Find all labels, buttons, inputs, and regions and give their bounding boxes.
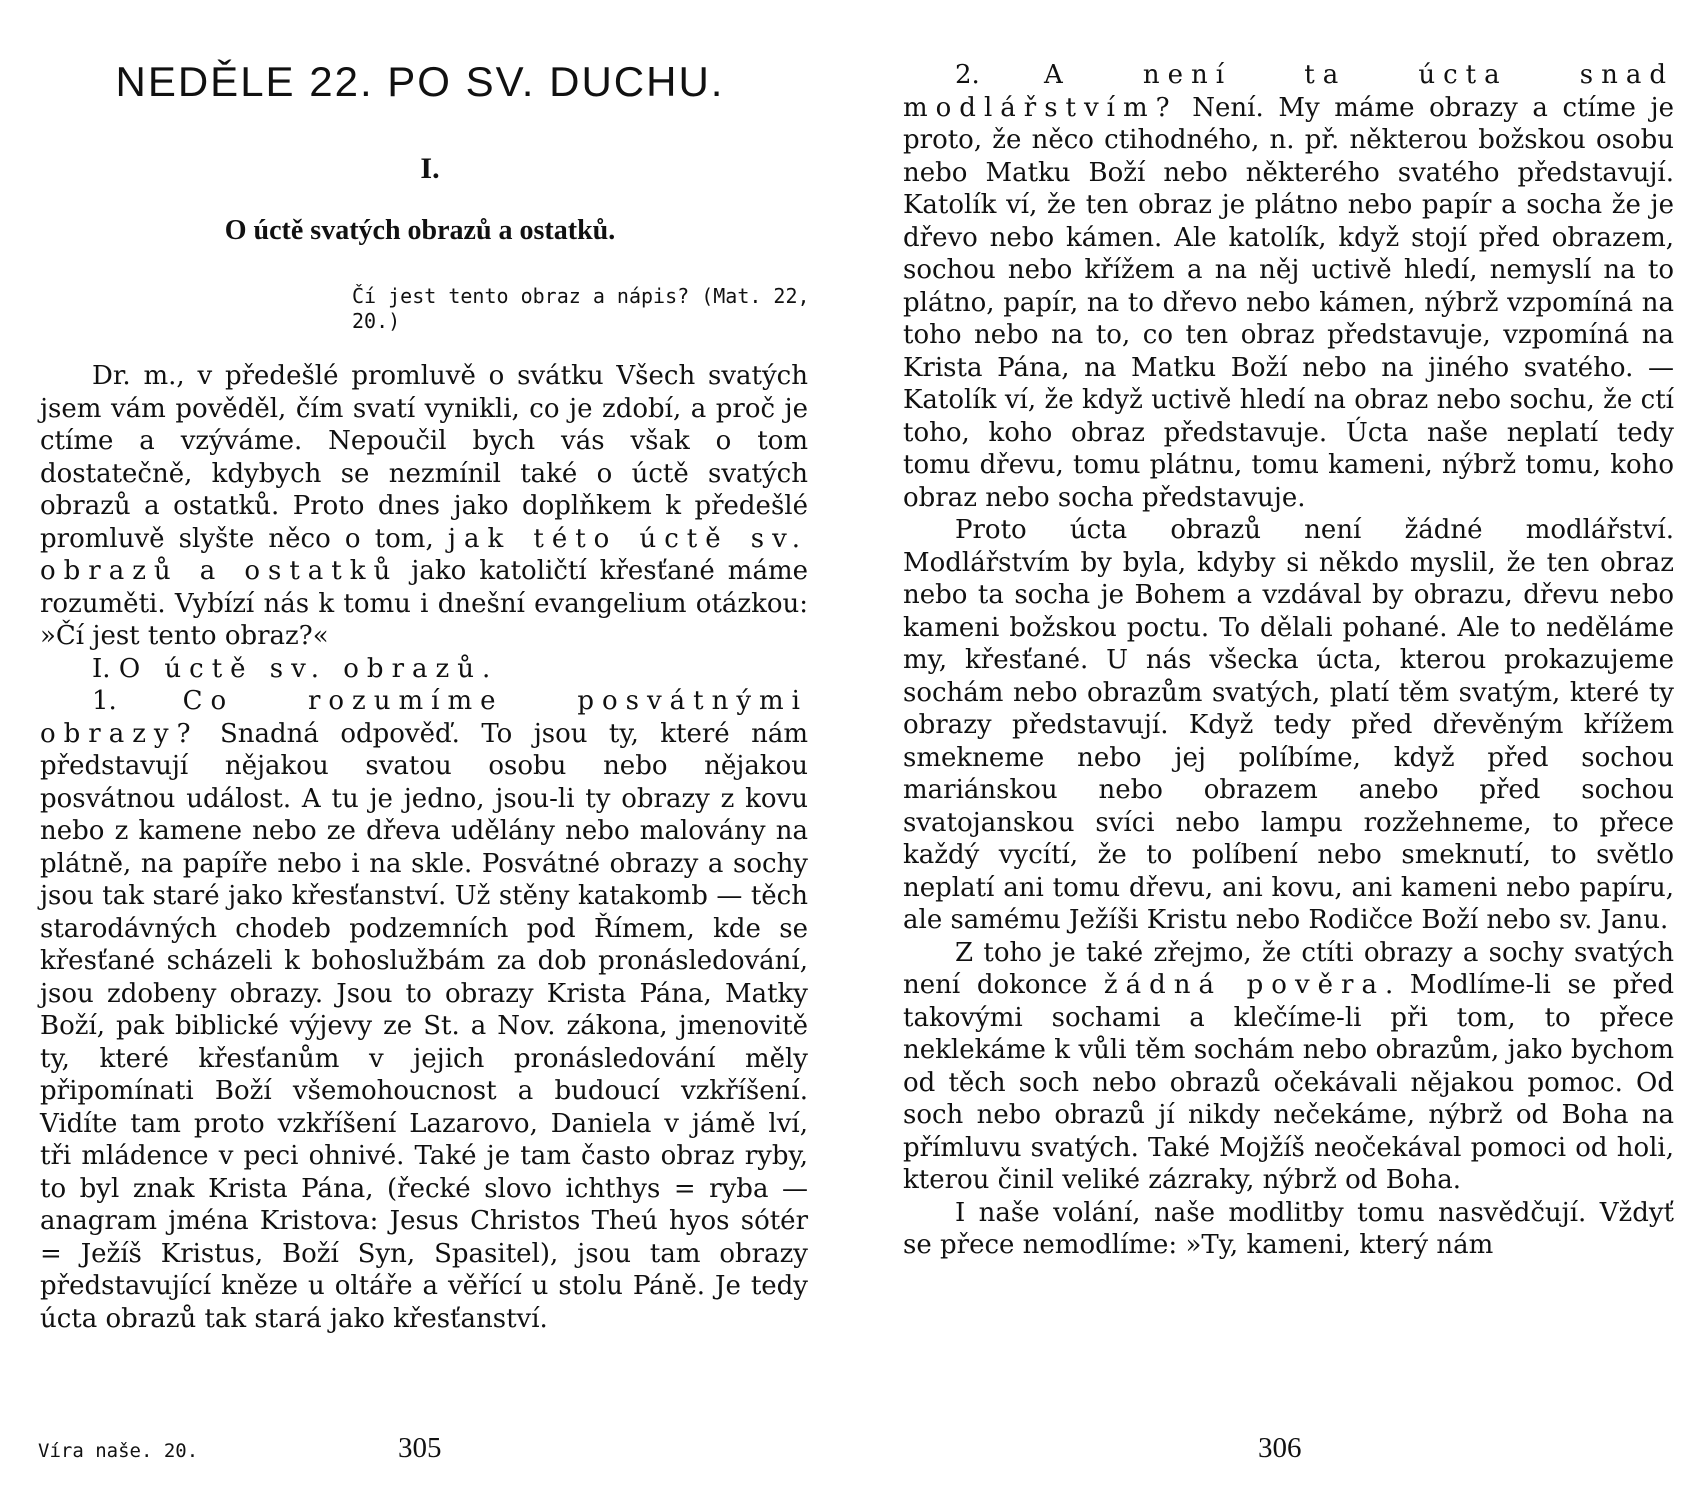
right-body-text bbox=[903, 59, 1674, 1262]
intro-text-b: jako katoličtí křesťané máme rozuměti. Vybízí nás k tomu i dnešní evangelium otázkou: »Čí jest tento obraz?« bbox=[40, 556, 808, 651]
paragraph-idolatry: Proto úcta obrazů není žádné modlářství. Modlářstvím by byla, kdyby si někdo myslil, že ten obraz nebo ta socha je Bohem a vzdával by obrazu, dřevu nebo kameni božskou poctu. To dělali pohané. Ale to neděláme my, křesťané. U nás všecka úcta, kterou prokazujeme sochám nebo obrazům svatých, platí těm svatým, které ty obrazy představují. Když tedy před dřevěným křížem smekneme nebo jej políbíme, když před sochou mariánskou nebo obrazem anebo před sochou svatojanskou svíci nebo lampu rozžehneme, to přece každý vycítí, že to políbení nebo smeknutí, to světlo neplatí ani tomu dřevu, ani kovu, ani kameni nebo papíru, ale samému Ježíši Kristu nebo Rodičce Boží nebo sv. Janu. bbox=[903, 515, 1674, 935]
subsection-numeral: I. bbox=[92, 653, 111, 684]
left-body-text bbox=[40, 360, 808, 1335]
paragraph-superstition bbox=[903, 937, 1674, 1197]
paragraph-prayers: I naše volání, naše modlitby tomu nasvědčují. Vždyť se přece nemodlíme: »Ty, kameni, který nám bbox=[903, 1197, 1674, 1260]
question-2-number: 2. bbox=[955, 60, 980, 90]
superstition-text-b: . Modlíme-li se před takovými sochami a klečíme-li při tom, to přece neklekáme k vůli těm sochám nebo obrazům, jako bychom od těch soch nebo obrazů očekávali nějakou pomoc. Od soch nebo obrazů jí nikdy nečekáme, nýbrž od Boha na přímluvu svatých. Také Mojžíš neočekával pomoci od holi, kterou činil veliké zázraky, nýbrž od Boha. bbox=[903, 970, 1675, 1195]
superstition-text-a: Z toho je také zřejmo, že ctíti obrazy a sochy svatých není dokonce bbox=[903, 937, 1674, 1000]
book-footer: Víra naše. 20. bbox=[38, 1440, 199, 1462]
question-1-text: Co rozumíme posvátnými obrazy? bbox=[40, 686, 809, 749]
scripture-motto: Čí jest tento obraz a nápis? (Mat. 22, 20.) bbox=[352, 284, 810, 333]
paragraph-intro bbox=[40, 360, 808, 653]
paragraph-question-2 bbox=[903, 59, 1674, 514]
question-2-text: A není ta úcta snad modlářstvím? bbox=[903, 60, 1674, 123]
chapter-title: NEDĚLE 22. PO SV. DUCHU. bbox=[115, 58, 725, 105]
superstition-emphasis: žádná pověra bbox=[1103, 970, 1385, 1000]
page-number-left: 305 bbox=[398, 1432, 442, 1464]
answer-2-text: Není. My máme obrazy a ctíme je proto, že něco ctihodného, n. př. některou božskou osobu nebo Matku Boží nebo některého svatého představují. Katolík ví, že ten obraz je plátno nebo papír a socha že je dřevo nebo kámen. Ale katolík, když stojí před obrazem, sochou nebo křížem a na něj uctivě hledí, nemyslí na to plátno, papír, na to dřevo nebo kámen, nýbrž vzpomíná na toho nebo na to, co ten obraz představuje, vzpomíná na Krista Pána, na Matku Boží nebo na jiného svatého. — Katolík ví, že když uctivě hledí na obraz nebo sochu, že ctí toho, koho obraz představuje. Úcta naše neplatí tedy tomu dřevu, tomu plátnu, tomu kameni, nýbrž tomu, koho obraz nebo socha představuje. bbox=[903, 92, 1674, 513]
answer-1-text: Snadná odpověď. To jsou ty, které nám představují nějakou svatou osobu nebo nějakou posvátnou událost. A tu je jedno, jsou-li ty obrazy z kovu nebo z kamene nebo ze dřeva udělány nebo malovány na plátně, na papíře nebo i na skle. Posvátné obrazy a sochy jsou tak staré jako křesťanství. Už stěny katakomb — těch starodávných chodeb podzemních pod Římem, kde se křesťané scházeli k bohoslužbám za dob pronásledování, jsou zdobeny obrazy. Jsou to obrazy Krista Pána, Matky Boží, pak biblické výjevy ze St. a Nov. zákona, jmenovitě ty, které křesťanům v jejich pronásledování měly připomínati Boží všemohoucnost a budoucí vzkříšení. Vidíte tam proto vzkříšení Lazarovo, Daniela v jámě lví, tři mládence v peci ohnivé. Také je tam často obraz ryby, to byl znak Krista Pána, (řecké slovo ichthys = ryba — anagram jména Kristova: Jesus Christos Theú hyos sótér = Ježíš Kristus, Boží Syn, Spasitel), jsou tam obrazy představující kněze u oltáře a věřící u stolu Páně. Je tedy úcta obrazů tak stará jako křesťanství. bbox=[40, 718, 809, 1334]
subsection-heading bbox=[40, 653, 808, 686]
section-numeral: I. bbox=[420, 152, 440, 185]
subsection-title: O úctě sv. obrazů. bbox=[118, 653, 499, 684]
intro-text-a: Dr. m., v předešlé promluvě o svátku Všech svatých jsem vám pověděl, čím svatí vynikli, co je zdobí, a proč je ctíme a vzýváme. Nepoučil bych vás však o tom dostatečně, kdybych se nezmínil také o úctě svatých obrazů a ostatků. Proto dnes jako doplňkem k předešlé promluvě slyšte něco o tom, bbox=[40, 361, 808, 554]
right-page bbox=[853, 0, 1706, 1500]
question-1-number: 1. bbox=[92, 686, 117, 716]
intro-emphasis: jak této úctě sv. obrazů a ostatků bbox=[40, 523, 809, 586]
section-subtitle: O úctě svatých obrazů a ostatků. bbox=[224, 215, 616, 246]
page-number-right: 306 bbox=[1258, 1432, 1302, 1464]
paragraph-question-1 bbox=[40, 685, 808, 1335]
